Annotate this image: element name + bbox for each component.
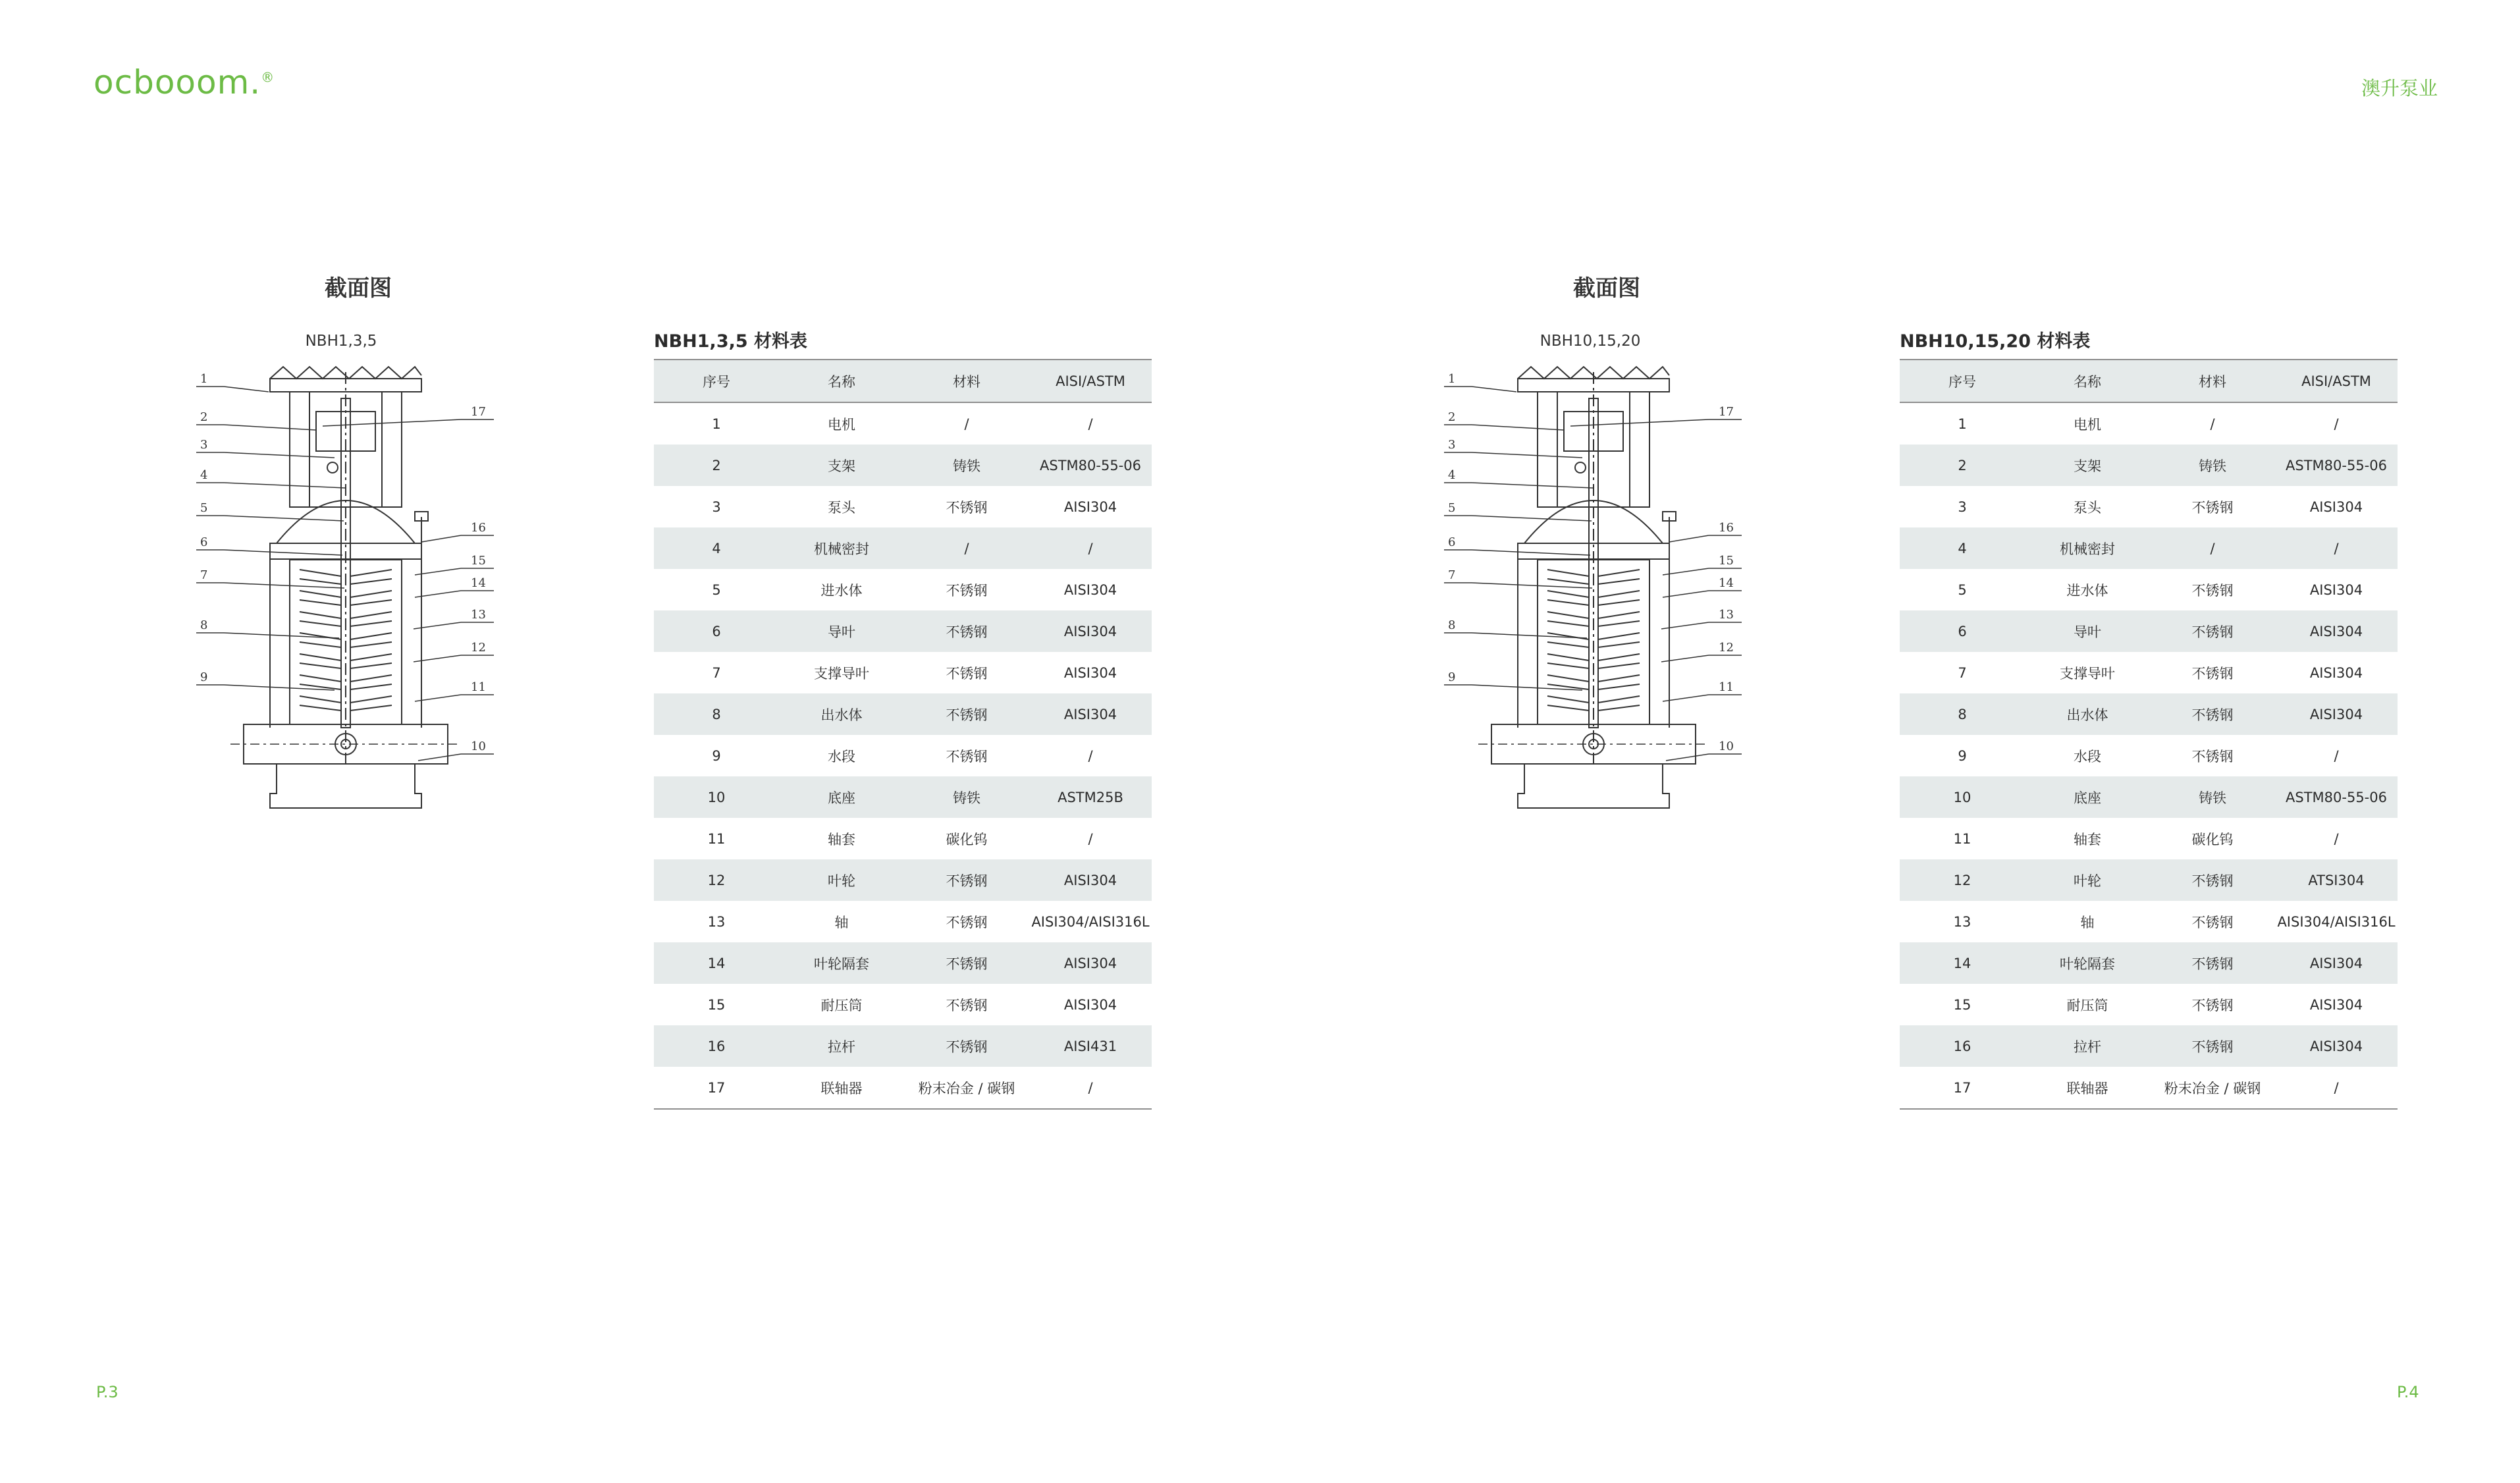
impeller-right [1598,591,1640,605]
table-cell: / [964,416,969,432]
table-cell: 9 [1958,747,1967,764]
callout-number: 10 [471,740,486,753]
table-cell: 7 [1958,664,1967,681]
table-cell: AISI431 [1029,1025,1152,1067]
left-cross-section-drawing [191,359,500,820]
table-cell: AISI304 [2275,610,2398,652]
table-cell: 16 [654,1025,779,1067]
callout-number: 5 [200,501,208,515]
table-row [1900,735,2398,776]
brand-wordmark: ocbooom. [94,63,261,101]
table-cell: / [2334,747,2339,764]
callout-number: 14 [471,576,486,590]
table-cell: 不锈钢 [2191,748,2234,765]
right-material-table [1900,359,2398,1110]
table-cell: ASTM80-55-06 [2275,776,2398,818]
impeller-left [1547,675,1589,689]
callout-number: 2 [200,410,208,424]
callout-number: 6 [1448,535,1456,549]
callout-leader [1472,516,1592,521]
callout-number: 11 [1719,680,1734,694]
table-cell: AISI304 [2309,499,2363,515]
table-cell: 不锈钢 [904,942,1029,984]
column-header: 序号 [654,360,779,402]
table-cell: 进水体 [2066,582,2108,599]
callout-leader [323,419,461,426]
table-cell: 10 [654,776,779,818]
callout-number: 9 [1448,670,1456,684]
callout-number: 17 [1719,405,1734,419]
table-cell: 12 [1900,859,2025,901]
callout-number: 1 [1448,372,1456,386]
table-cell: 不锈钢 [946,582,988,599]
table-cell: 16 [1900,1025,2025,1067]
callout-number: 8 [200,618,208,632]
table-cell: ATSI304 [2275,859,2398,901]
callout-number: 17 [471,405,486,419]
table-cell: / [904,527,1029,569]
table-cell: 8 [654,693,779,735]
table-row [654,610,1152,652]
table-cell: 拉杆 [2025,1025,2150,1067]
table-cell: 轴 [2080,914,2095,930]
callout-leader [224,483,346,488]
callout-leader [418,754,461,761]
table-cell: AISI304 [2309,996,2363,1013]
callout-number: 3 [1448,438,1456,452]
table-row [654,402,1152,445]
callout-number: 16 [471,521,486,535]
impeller-right [350,654,392,668]
table-cell: 不锈钢 [2150,1025,2275,1067]
impeller-right [350,591,392,605]
callout-leader [224,387,269,392]
callout-number: 9 [200,670,208,684]
table-cell: 2 [654,445,779,486]
table-row [654,984,1152,1025]
callout-number: 3 [200,438,208,452]
table-cell: 不锈钢 [904,610,1029,652]
table-row [654,445,1152,486]
table-row [1900,1025,2398,1067]
table-cell: 不锈钢 [2191,997,2234,1013]
table-cell: AISI304 [2275,1025,2398,1067]
impeller-right [1598,612,1640,626]
table-cell: 叶轮隔套 [779,942,904,984]
table-cell: 13 [707,913,726,930]
table-row [654,942,1152,984]
table-cell: 6 [654,610,779,652]
table-cell: 出水体 [779,693,904,735]
table-row [654,527,1152,569]
table-cell: / [1088,747,1093,764]
callout-leader [224,516,344,521]
column-header: 序号 [1900,360,2025,402]
table-row [654,776,1152,818]
callout-number: 12 [1719,641,1734,655]
impeller-right [1598,633,1640,647]
column-header: 材料 [904,360,1029,402]
table-cell: 铸铁 [904,445,1029,486]
callout-number: 15 [471,554,486,568]
table-cell: AISI304 [1029,859,1152,901]
table-cell: 1 [1958,416,1967,432]
callout-number: 13 [471,608,486,622]
table-row [654,859,1152,901]
table-cell: AISI304 [2275,693,2398,735]
pump-assembly [230,367,461,808]
table-row [1900,569,2398,610]
callout-number: 5 [1448,501,1456,515]
impeller-left [1547,570,1589,584]
table-cell: 进水体 [820,582,863,599]
callout-leader [1472,633,1587,638]
table-cell: AISI304 [1029,693,1152,735]
table-cell: 联轴器 [2066,1080,2108,1096]
column-header: 名称 [779,360,904,402]
left-table-title: NBH1,3,5 材料表 [654,331,808,352]
table-cell: 粉末冶金 / 碳钢 [2164,1080,2261,1096]
table-cell: 不锈钢 [946,914,988,930]
table-cell: 不锈钢 [2191,665,2234,682]
table-header-row [654,360,1152,402]
table-cell: 12 [654,859,779,901]
table-cell: 15 [1953,996,1971,1013]
callout-leader [1472,452,1582,458]
table-cell: 碳化钨 [2191,831,2234,848]
table-row [654,693,1152,735]
table-cell: 叶轮 [2025,859,2150,901]
callout-leader [414,622,461,629]
table-cell: 叶轮隔套 [2025,942,2150,984]
table-cell: ASTM25B [1029,776,1152,818]
table-cell: 2 [1900,445,2025,486]
callout-leader [1472,483,1594,488]
table-cell: 支撑导叶 [814,665,869,682]
callout-leader [224,583,344,588]
table-cell: 11 [1953,830,1971,847]
table-cell: 9 [712,747,721,764]
table-cell: 11 [707,830,726,847]
table-cell: 导叶 [779,610,904,652]
table-cell: AISI304 [1029,942,1152,984]
table-cell: / [1088,1079,1093,1096]
callout-leader [224,633,339,638]
callout-leader [1472,583,1592,588]
table-cell: 电机 [828,416,855,433]
callout-number: 7 [1448,568,1456,582]
impeller-left [1547,696,1589,711]
callout-number: 6 [200,535,208,549]
coupling-bolt [1575,462,1586,473]
table-cell: 8 [1900,693,2025,735]
table-cell: 13 [1953,913,1971,930]
table-cell: 4 [1900,527,2025,569]
table-cell: 轴套 [2074,831,2101,848]
table-cell: 14 [1900,942,2025,984]
table-cell: 支架 [779,445,904,486]
callout-leader [1472,387,1516,392]
table-row [1900,859,2398,901]
impeller-left [1547,633,1589,647]
table-row [1900,1067,2398,1109]
callout-number: 12 [471,641,486,655]
table-cell: / [2334,830,2339,847]
page-number-right: P.4 [2397,1383,2419,1401]
table-cell: 6 [1900,610,2025,652]
table-cell: 不锈钢 [904,859,1029,901]
table-cell: 机械密封 [779,527,904,569]
table-cell: 不锈钢 [946,748,988,765]
callout-leader [224,550,342,555]
table-cell: 导叶 [2025,610,2150,652]
impeller-left [300,570,341,584]
table-cell: 不锈钢 [2150,859,2275,901]
table-cell: 5 [1958,581,1967,598]
table-cell: ASTM80-55-06 [1029,445,1152,486]
table-cell: / [1029,527,1152,569]
table-cell: AISI304 [2275,942,2398,984]
table-row [1900,984,2398,1025]
table-cell: 泵头 [828,499,855,516]
table-cell: 铸铁 [2150,776,2275,818]
callout-leader [224,685,335,690]
table-cell: 不锈钢 [904,1025,1029,1067]
callout-leader [1666,754,1709,761]
callout-leader [1661,622,1709,629]
table-cell: 出水体 [2025,693,2150,735]
table-cell: 3 [1958,499,1967,515]
table-cell: 耐压筒 [820,997,863,1013]
callout-number: 8 [1448,618,1456,632]
brand-logo [94,63,275,101]
table-cell: 底座 [779,776,904,818]
callout-number: 11 [471,680,486,694]
table-cell: 支架 [2025,445,2150,486]
table-row [1900,942,2398,984]
table-row [654,569,1152,610]
right-section-title: 截面图 [1573,275,1640,302]
callout-number: 7 [200,568,208,582]
table-cell: 不锈钢 [2191,582,2234,599]
table-row [1900,527,2398,569]
pump-assembly [1478,367,1709,808]
table-row [1900,818,2398,859]
table-cell: AISI304 [2309,664,2363,681]
table-cell: 不锈钢 [2150,942,2275,984]
table-cell: 机械密封 [2025,527,2150,569]
table-cell: 10 [1900,776,2025,818]
table-cell: 泵头 [2074,499,2101,516]
table-cell: AISI304 [1063,664,1117,681]
callout-leader [1661,655,1709,662]
callout-leader [1570,419,1709,426]
table-cell: 底座 [2025,776,2150,818]
impeller-right [350,675,392,689]
table-cell: 铸铁 [904,776,1029,818]
table-cell: 15 [707,996,726,1013]
table-row [654,901,1152,942]
column-header: 名称 [2025,360,2150,402]
table-cell: / [2150,527,2275,569]
table-cell: 不锈钢 [2191,499,2234,516]
left-section-title: 截面图 [325,275,392,302]
table-row [1900,901,2398,942]
callout-leader [421,535,461,542]
column-header: AISI/ASTM [1029,360,1152,402]
callout-leader [224,425,316,430]
table-cell: 拉杆 [779,1025,904,1067]
callout-number: 16 [1719,521,1734,535]
table-row [654,818,1152,859]
table-cell: 不锈钢 [2150,693,2275,735]
table-cell: / [2334,416,2339,432]
base [1518,764,1669,808]
callout-leader [1472,685,1582,690]
impeller-left [300,612,341,626]
impeller-left [300,675,341,689]
column-header: AISI/ASTM [2275,360,2398,402]
impeller-right [350,570,392,584]
table-cell: 7 [712,664,721,681]
table-cell: 4 [654,527,779,569]
page-number-left: P.3 [96,1383,119,1401]
table-row [1900,652,2398,693]
table-cell: 水段 [828,748,855,765]
table-cell: 17 [1953,1079,1971,1096]
table-cell: AISI304/AISI316L [1031,913,1150,930]
table-row [1900,693,2398,735]
table-cell: 5 [712,581,721,598]
callout-number: 14 [1719,576,1734,590]
callout-leader [1472,550,1590,555]
table-cell: / [2334,1079,2339,1096]
base [270,764,421,808]
table-cell: 轴 [834,914,849,930]
impeller-right [350,696,392,711]
table-cell: 1 [712,416,721,432]
table-cell: 14 [654,942,779,984]
table-row [1900,402,2398,445]
table-row [1900,486,2398,527]
impeller-left [300,591,341,605]
callout-leader [224,452,335,458]
callout-number: 4 [200,468,208,482]
table-cell: AISI304 [2309,581,2363,598]
left-model-label: NBH1,3,5 [305,333,377,350]
registered-mark: ® [261,69,275,86]
table-cell: ASTM80-55-06 [2275,445,2398,486]
table-row [1900,776,2398,818]
impeller-right [350,612,392,626]
impeller-left [1547,612,1589,626]
callout-number: 1 [200,372,208,386]
table-cell: / [1088,830,1093,847]
table-row [1900,610,2398,652]
callout-leader [1669,535,1709,542]
coupling-bolt [327,462,338,473]
table-cell: 不锈钢 [946,499,988,516]
table-row [654,1025,1152,1067]
callout-number: 4 [1448,468,1456,482]
table-row [654,735,1152,776]
table-cell: AISI304 [1063,581,1117,598]
impeller-right [1598,570,1640,584]
table-cell: / [2275,527,2398,569]
table-cell: AISI304 [1063,499,1117,515]
table-cell: 支撑导叶 [2060,665,2115,682]
table-cell: 3 [712,499,721,515]
callout-number: 10 [1719,740,1734,753]
table-row [654,652,1152,693]
right-model-label: NBH10,15,20 [1540,333,1641,350]
right-cross-section-drawing [1439,359,1748,820]
table-cell: 叶轮 [779,859,904,901]
table-row [1900,445,2398,486]
table-cell: 碳化钨 [946,831,988,848]
table-cell: 粉末冶金 / 碳钢 [918,1080,1015,1096]
impeller-right [1598,675,1640,689]
table-row [654,486,1152,527]
table-cell: / [2210,416,2215,432]
callout-number: 2 [1448,410,1456,424]
callout-leader [1472,425,1564,430]
impeller-left [300,654,341,668]
callout-number: 13 [1719,608,1734,622]
impeller-right [350,633,392,647]
table-cell: 17 [707,1079,726,1096]
table-cell: AISI304/AISI316L [2277,913,2396,930]
table-cell: 耐压筒 [2066,997,2108,1013]
table-header-row [1900,360,2398,402]
table-cell: AISI304 [1029,610,1152,652]
table-cell: 联轴器 [820,1080,863,1096]
table-cell: 铸铁 [2150,445,2275,486]
impeller-left [300,633,341,647]
table-cell: / [1088,416,1093,432]
column-header: 材料 [2150,360,2275,402]
impeller-right [1598,696,1640,711]
table-cell: 轴套 [828,831,855,848]
impeller-left [1547,591,1589,605]
callout-number: 15 [1719,554,1734,568]
table-cell: 不锈钢 [946,997,988,1013]
table-cell: 电机 [2074,416,2101,433]
table-cell: 不锈钢 [946,665,988,682]
table-cell: 水段 [2074,748,2101,765]
table-cell: 不锈钢 [904,693,1029,735]
table-cell: AISI304 [1063,996,1117,1013]
table-cell: 不锈钢 [2150,610,2275,652]
table-row [654,1067,1152,1109]
callout-leader [414,655,461,662]
right-table-title: NBH10,15,20 材料表 [1900,331,2091,352]
impeller-right [1598,654,1640,668]
impeller-left [1547,654,1589,668]
impeller-left [300,696,341,711]
left-material-table [654,359,1152,1110]
brand-chinese-name: 澳升泵业 [2361,77,2438,99]
table-cell: 不锈钢 [2191,914,2234,930]
